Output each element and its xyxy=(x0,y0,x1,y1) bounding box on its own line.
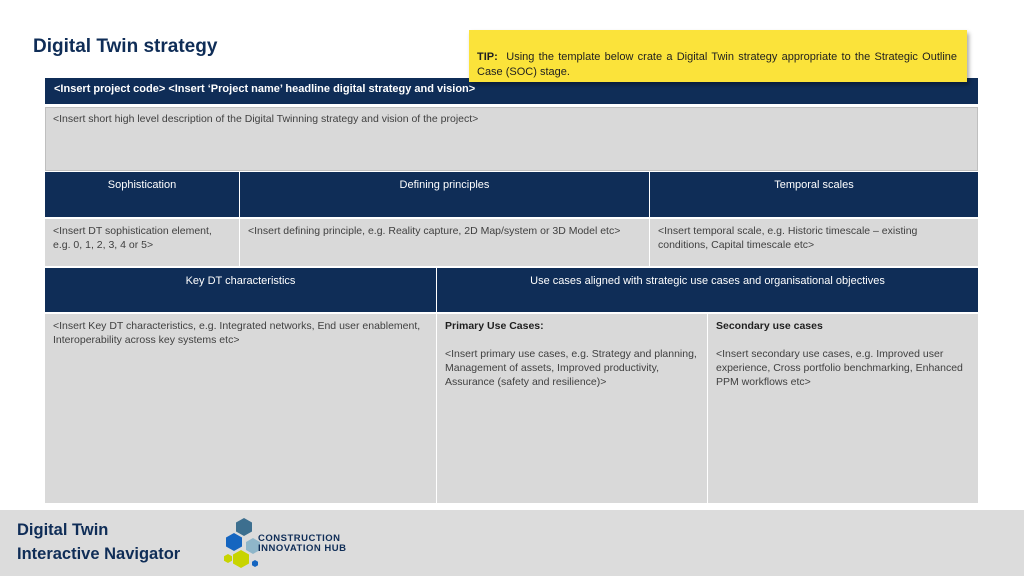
page-title: Digital Twin strategy xyxy=(33,36,218,57)
defining-principles-cell[interactable]: <Insert defining principle, e.g. Reality capture, 2D Map/system or 3D Model etc> xyxy=(240,219,649,266)
hub-line2: INNOVATION HUB xyxy=(258,543,347,554)
secondary-use-cases-text: <Insert secondary use cases, e.g. Improved user experience, Cross portfolio benchmarking, Enhanced PPM workflows etc> xyxy=(716,348,963,388)
headline-bar[interactable]: <Insert project code> <Insert ‘Project name’ headline digital strategy and vision> xyxy=(45,78,978,104)
key-characteristics-cell[interactable]: <Insert Key DT characteristics, e.g. Integrated networks, End user enablement, Interoperability across key systems etc> xyxy=(45,314,436,503)
secondary-use-cases-title: Secondary use cases xyxy=(716,320,823,332)
header-defining-principles: Defining principles xyxy=(240,172,649,217)
header-sophistication: Sophistication xyxy=(45,172,239,217)
construction-innovation-hub-logo xyxy=(258,534,346,554)
primary-use-cases-text: <Insert primary use cases, e.g. Strategy and planning, Management of assets, Improved productivity, Assurance (safety and resilience)> xyxy=(445,348,697,388)
navigator-title-line1: Digital Twin xyxy=(17,521,109,539)
header-use-cases: Use cases aligned with strategic use cases and organisational objectives xyxy=(437,268,978,312)
header-temporal-scales: Temporal scales xyxy=(650,172,978,217)
footer-bar xyxy=(0,510,1024,576)
navigator-title-line2: Interactive Navigator xyxy=(17,545,181,563)
primary-use-cases-title: Primary Use Cases: xyxy=(445,320,544,332)
navigator-title[interactable] xyxy=(17,518,180,566)
primary-use-cases-cell[interactable] xyxy=(437,314,707,503)
header-key-characteristics: Key DT characteristics xyxy=(45,268,436,312)
tip-box xyxy=(469,30,967,82)
temporal-scales-cell[interactable]: <Insert temporal scale, e.g. Historic timescale – existing conditions, Capital timescale etc> xyxy=(650,219,978,266)
description-field[interactable]: <Insert short high level description of the Digital Twinning strategy and vision of the project> xyxy=(45,107,978,171)
tip-label: TIP: xyxy=(477,51,498,63)
secondary-use-cases-cell[interactable] xyxy=(708,314,978,503)
hub-line1: CONSTRUCTION xyxy=(258,533,341,544)
tip-text: Using the template below crate a Digital Twin strategy appropriate to the Strategic Outline Case (SOC) stage. xyxy=(477,51,957,78)
sophistication-cell[interactable]: <Insert DT sophistication element, e.g. 0, 1, 2, 3, 4 or 5> xyxy=(45,219,239,266)
